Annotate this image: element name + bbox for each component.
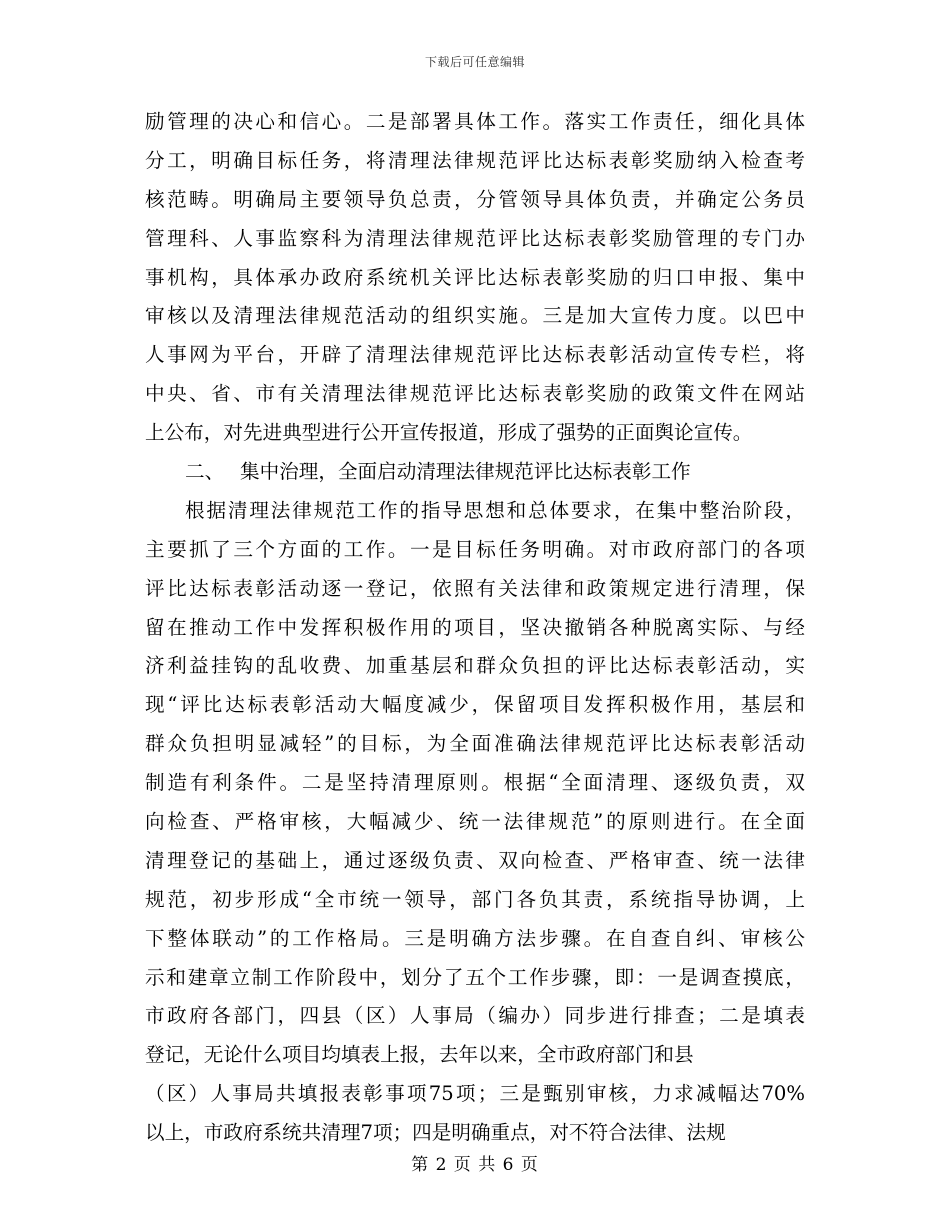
text-line: （区）人事局共填报表彰事项75项；三是甄别审核，力求减幅达70%: [145, 1082, 805, 1106]
page-header: 下载后可任意编辑: [424, 55, 525, 69]
text-line: 向检查、严格审核，大幅减少、统一法律规范”的原则进行。在全面: [145, 810, 805, 834]
text-line: 下整体联动”的工作格局。三是明确方法步骤。在自查自纠、审核公: [145, 926, 805, 950]
text-line: 中央、省、市有关清理法律规范评比达标表彰奖励的政策文件在网站: [145, 382, 805, 406]
text-line: 主要抓了三个方面的工作。一是目标任务明确。对市政府部门的各项: [145, 537, 805, 561]
text-line: 群众负担明显减轻”的目标，为全面准确法律规范评比达标表彰活动: [145, 732, 805, 756]
text-line: 核范畴。明确局主要领导负总责，分管领导具体负责，并确定公务员: [145, 187, 805, 211]
text-line: 清理登记的基础上，通过逐级负责、双向检查、严格审查、统一法律: [145, 848, 805, 872]
text-line: 管理科、人事监察科为清理法律规范评比达标表彰奖励管理的专门办: [145, 226, 805, 250]
text-line: 济利益挂钩的乱收费、加重基层和群众负担的评比达标表彰活动，实: [145, 654, 805, 678]
paragraph-first-line: 根据清理法律规范工作的指导思想和总体要求，在集中整治阶段，: [185, 498, 805, 522]
text-line: 事机构，具体承办政府系统机关评比达标表彰奖励的归口申报、集中: [145, 265, 805, 289]
text-line: 留在推动工作中发挥积极作用的项目，坚决撤销各种脱离实际、与经: [145, 615, 805, 639]
text-line: 分工，明确目标任务，将清理法律规范评比达标表彰奖励纳入检查考: [145, 148, 805, 172]
text-line: 市政府各部门，四县（区）人事局（编办）同步进行排查；二是填表: [145, 1004, 805, 1028]
text-line: 励管理的决心和信心。二是部署具体工作。落实工作责任，细化具体: [145, 110, 805, 133]
document-body: [145, 103, 805, 1153]
text-line: 制造有利条件。二是坚持清理原则。根据“全面清理、逐级负责，双: [145, 771, 805, 795]
text-line: 审核以及清理法律规范活动的组织实施。三是加大宣传力度。以巴中: [145, 304, 805, 328]
text-line: 规范，初步形成“全市统一领导，部门各负其责，系统指导协调，上: [145, 887, 805, 911]
text-line: 示和建章立制工作阶段中，划分了五个工作步骤，即：一是调查摸底，: [145, 965, 805, 989]
text-line: 上公布，对先进典型进行公开宣传报道，形成了强势的正面舆论宣传。: [145, 421, 753, 445]
page-number: 第 2 页 共 6 页: [411, 1155, 539, 1175]
text-line: 现“评比达标表彰活动大幅度减少，保留项目发挥积极作用，基层和: [145, 693, 805, 717]
text-line: 以上，市政府系统共清理7项；四是明确重点，对不符合法律、法规: [145, 1121, 726, 1145]
text-line: 人事网为平台，开辟了清理法律规范评比达标表彰活动宣传专栏，将: [145, 343, 805, 367]
text-line: 评比达标表彰活动逐一登记，依照有关法律和政策规定进行清理，保: [145, 576, 805, 600]
text-line: 登记，无论什么项目均填表上报，去年以来，全市政府部门和县: [145, 1043, 694, 1067]
section-title: 集中治理，全面启动清理法律规范评比达标表彰工作: [240, 460, 691, 484]
section-heading: [145, 453, 805, 492]
section-number: 二、: [185, 460, 225, 484]
